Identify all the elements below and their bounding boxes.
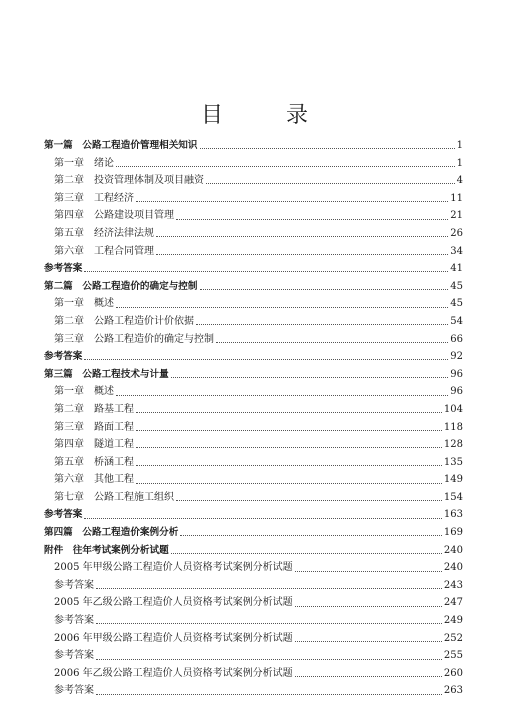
toc-entry[interactable] <box>44 331 463 349</box>
toc-entry[interactable] <box>44 682 463 700</box>
toc-page-number: 45 <box>450 280 463 292</box>
toc-leader-dots <box>96 623 442 624</box>
toc-leader-dots <box>116 395 448 396</box>
toc-entry-label: 第一章 绪论 <box>54 157 114 169</box>
toc-entry-label: 第七章 公路工程施工组织 <box>54 491 174 503</box>
toc-page-number: 163 <box>443 509 463 521</box>
toc-entry-label: 参考答案 <box>54 685 94 697</box>
toc-page-number: 45 <box>450 298 463 310</box>
toc-leader-dots <box>295 676 442 677</box>
toc-leader-dots <box>96 588 442 589</box>
toc-leader-dots <box>156 254 448 255</box>
toc-entry[interactable] <box>44 524 463 542</box>
toc-page-number: 96 <box>450 386 463 398</box>
toc-entry[interactable] <box>44 489 463 507</box>
page-title: 目 录 <box>201 103 336 128</box>
toc-leader-dots <box>180 535 442 536</box>
toc-leader-dots <box>200 289 449 290</box>
toc-entry-label: 第三章 路面工程 <box>54 421 134 433</box>
toc-entry[interactable] <box>44 401 463 419</box>
toc-entry[interactable] <box>44 348 463 366</box>
toc-entry[interactable] <box>44 419 463 437</box>
toc-leader-dots <box>295 571 442 572</box>
toc-entry-label: 第五章 经济法律法规 <box>54 227 154 239</box>
toc-entry[interactable] <box>44 665 463 683</box>
toc-leader-dots <box>206 183 455 184</box>
toc-leader-dots <box>96 659 442 660</box>
toc-entry-label: 第二章 路基工程 <box>54 403 134 415</box>
toc-entry[interactable] <box>44 471 463 489</box>
toc-page-number: 154 <box>443 491 463 503</box>
toc-entry-label: 第二章 投资管理体制及项目融资 <box>54 175 204 187</box>
toc-entry[interactable] <box>44 155 463 173</box>
toc-entry-label: 2006 年乙级公路工程造价人员资格考试案例分析试题 <box>54 667 293 679</box>
table-of-contents <box>44 137 463 700</box>
toc-page-number: 11 <box>450 192 463 204</box>
toc-entry[interactable] <box>44 612 463 630</box>
toc-leader-dots <box>136 447 442 448</box>
toc-entry-label: 2005 年乙级公路工程造价人员资格考试案例分析试题 <box>54 597 293 609</box>
toc-leader-dots <box>196 324 448 325</box>
toc-leader-dots <box>156 236 448 237</box>
toc-page-number: 252 <box>443 632 463 644</box>
toc-entry[interactable] <box>44 577 463 595</box>
toc-leader-dots <box>116 307 448 308</box>
toc-entry-label: 第四篇 公路工程造价案例分析 <box>44 527 179 539</box>
toc-entry-label: 第三篇 公路工程技术与计量 <box>44 368 169 380</box>
toc-page-number: 1 <box>456 157 463 169</box>
toc-entry[interactable] <box>44 506 463 524</box>
toc-page-number: 54 <box>450 315 463 327</box>
toc-entry[interactable] <box>44 594 463 612</box>
toc-page-number: 104 <box>443 403 463 415</box>
toc-page-number: 149 <box>443 474 463 486</box>
toc-entry[interactable] <box>44 137 463 155</box>
toc-leader-dots <box>176 500 442 501</box>
toc-entry[interactable] <box>44 278 463 296</box>
toc-page-number: 169 <box>443 527 463 539</box>
toc-entry[interactable] <box>44 172 463 190</box>
toc-page-number: 66 <box>450 333 463 345</box>
toc-entry[interactable] <box>44 454 463 472</box>
toc-page-number: 240 <box>443 562 463 574</box>
toc-entry-label: 参考答案 <box>54 579 94 591</box>
toc-leader-dots <box>116 166 455 167</box>
toc-entry-label: 参考答案 <box>54 615 94 627</box>
toc-entry[interactable] <box>44 366 463 384</box>
toc-entry-label: 2005 年甲级公路工程造价人员资格考试案例分析试题 <box>54 562 293 574</box>
toc-page-number: 260 <box>443 667 463 679</box>
toc-entry[interactable] <box>44 313 463 331</box>
toc-page-number: 255 <box>443 650 463 662</box>
toc-page-number: 128 <box>443 439 463 451</box>
toc-entry[interactable] <box>44 383 463 401</box>
toc-page-number: 21 <box>450 210 463 222</box>
toc-entry[interactable] <box>44 559 463 577</box>
toc-entry[interactable] <box>44 436 463 454</box>
toc-entry-label: 附件 往年考试案例分析试题 <box>44 544 169 556</box>
toc-page-number: 243 <box>443 579 463 591</box>
toc-leader-dots <box>96 694 442 695</box>
toc-entry[interactable] <box>44 647 463 665</box>
toc-leader-dots <box>84 518 442 519</box>
toc-entry-label: 参考答案 <box>44 509 83 521</box>
toc-entry-label: 参考答案 <box>44 351 83 363</box>
toc-leader-dots <box>295 606 442 607</box>
toc-page-number: 263 <box>443 685 463 697</box>
toc-leader-dots <box>200 148 455 149</box>
toc-entry[interactable] <box>44 295 463 313</box>
toc-page-number: 34 <box>450 245 463 257</box>
toc-entry-label: 参考答案 <box>54 650 94 662</box>
toc-entry-label: 第四章 隧道工程 <box>54 439 134 451</box>
toc-leader-dots <box>136 201 448 202</box>
toc-entry-label: 第六章 工程合同管理 <box>54 245 154 257</box>
toc-entry-label: 第一篇 公路工程造价管理相关知识 <box>44 140 198 151</box>
toc-leader-dots <box>136 430 442 431</box>
toc-leader-dots <box>84 271 448 272</box>
toc-leader-dots <box>176 219 448 220</box>
toc-entry-label: 第一章 概述 <box>54 298 114 310</box>
toc-page-number: 240 <box>443 544 463 556</box>
toc-leader-dots <box>171 553 442 554</box>
toc-entry-label: 第二章 公路工程造价计价依据 <box>54 315 194 327</box>
toc-entry-label: 第三章 工程经济 <box>54 192 134 204</box>
toc-entry-label: 第四章 公路建设项目管理 <box>54 210 174 222</box>
toc-entry[interactable] <box>44 542 463 560</box>
toc-page-number: 247 <box>443 597 463 609</box>
toc-entry[interactable] <box>44 225 463 243</box>
toc-page-number: 26 <box>450 227 463 239</box>
toc-entry[interactable] <box>44 260 463 278</box>
toc-entry-label: 第一章 概述 <box>54 386 114 398</box>
toc-page-number: 1 <box>456 140 463 151</box>
toc-page-number: 118 <box>443 421 463 433</box>
toc-page-number: 135 <box>443 456 463 468</box>
toc-page-number: 249 <box>443 615 463 627</box>
toc-entry-label: 第五章 桥涵工程 <box>54 456 134 468</box>
toc-page-number: 92 <box>450 351 463 363</box>
toc-entry[interactable] <box>44 207 463 225</box>
toc-entry[interactable] <box>44 243 463 261</box>
toc-entry[interactable] <box>44 630 463 648</box>
toc-page-number: 96 <box>450 368 463 380</box>
toc-page-number: 4 <box>456 175 463 187</box>
toc-leader-dots <box>136 465 442 466</box>
toc-leader-dots <box>136 483 442 484</box>
toc-leader-dots <box>295 641 442 642</box>
toc-leader-dots <box>171 377 449 378</box>
toc-leader-dots <box>136 412 442 413</box>
toc-leader-dots <box>84 359 448 360</box>
toc-entry-label: 2006 年甲级公路工程造价人员资格考试案例分析试题 <box>54 632 293 644</box>
toc-entry-label: 第二篇 公路工程造价的确定与控制 <box>44 280 198 292</box>
toc-entry-label: 参考答案 <box>44 263 83 275</box>
toc-page-number: 41 <box>450 263 463 275</box>
toc-leader-dots <box>216 342 448 343</box>
toc-entry-label: 第三章 公路工程造价的确定与控制 <box>54 333 214 345</box>
toc-entry-label: 第六章 其他工程 <box>54 474 134 486</box>
toc-entry[interactable] <box>44 190 463 208</box>
